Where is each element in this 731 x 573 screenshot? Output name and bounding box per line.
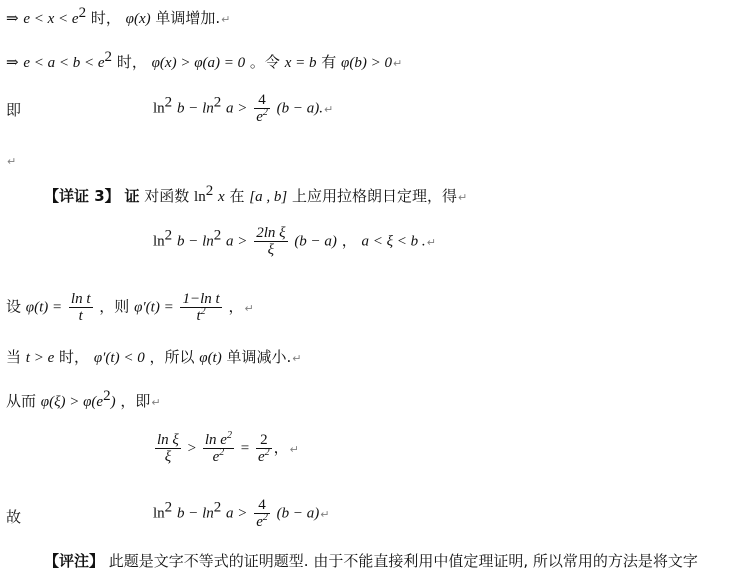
- numerator: 4: [254, 92, 270, 109]
- section-label: 【详证 3】: [44, 187, 120, 205]
- den-base: e: [256, 109, 263, 125]
- den-sup: 2: [219, 447, 225, 458]
- return-mark: ↵: [289, 442, 299, 456]
- text: 有: [321, 53, 337, 71]
- label-ji: 即: [6, 101, 22, 119]
- inequality: φ(x) > φ(a) = 0: [151, 55, 246, 71]
- rhs: (b − a): [276, 505, 320, 522]
- return-mark: ↵: [392, 57, 403, 70]
- text: 时，: [59, 348, 90, 366]
- variable: x: [218, 189, 225, 205]
- return-mark: ↵: [324, 102, 334, 116]
- line-11-equation: [153, 497, 329, 530]
- den-base: e: [256, 514, 263, 530]
- line-6-equation: [153, 225, 436, 258]
- inequality: ): [110, 394, 116, 410]
- numerator: 1−ln t: [182, 291, 220, 307]
- return-mark: ↵: [426, 235, 436, 249]
- superscript: 2: [213, 499, 222, 516]
- condition: t > e: [25, 350, 55, 366]
- line-3-equation: [153, 92, 333, 125]
- ln: ln: [153, 505, 165, 522]
- superscript: 2: [164, 499, 173, 516]
- text: 设: [6, 297, 22, 316]
- phi-def: φ(t) =: [25, 299, 63, 316]
- return-mark: ↵: [7, 155, 17, 168]
- lhs: a >: [226, 505, 248, 522]
- den-sup: 2: [200, 306, 206, 317]
- line-7: [6, 291, 254, 324]
- lhs: a >: [226, 233, 248, 250]
- fraction: [254, 225, 287, 258]
- phi-t: φ(t): [199, 350, 222, 366]
- text: ，所以: [149, 348, 195, 366]
- comment-text: 此题是文字不等式的证明题型. 由于不能直接利用中值定理证明, 所以常用的方法是将文字: [108, 552, 698, 570]
- derivative: φ′(t) < 0: [93, 350, 145, 366]
- label-gu: 故: [6, 508, 22, 526]
- denominator: ξ: [164, 449, 172, 465]
- inequality: φ(ξ) > φ(e: [40, 394, 104, 410]
- text: 单调减小.: [226, 348, 292, 366]
- rhs: (b − a): [294, 233, 337, 250]
- greater-than: >: [187, 440, 197, 457]
- comment-label: 【评注】: [44, 552, 105, 570]
- line-11-label: [6, 507, 21, 527]
- text: ，: [273, 438, 289, 457]
- superscript: 2: [213, 94, 222, 111]
- text: 时，: [116, 53, 147, 71]
- return-mark: ↵: [244, 301, 254, 315]
- text: 上应用拉格朗日定理，得: [291, 187, 457, 205]
- denominator: ξ: [267, 242, 275, 258]
- lhs: b − ln: [176, 505, 214, 522]
- denominator: t: [78, 308, 83, 324]
- return-mark: ↵: [457, 191, 468, 204]
- separator: ，: [341, 231, 357, 250]
- ln: ln: [153, 100, 165, 117]
- fraction: [69, 291, 93, 324]
- superscript: 2: [213, 227, 222, 244]
- line-2: [6, 49, 403, 74]
- return-mark: ↵: [221, 13, 231, 26]
- lhs: b − ln: [176, 233, 214, 250]
- text: ，即: [120, 392, 151, 410]
- numerator: 2ln ξ: [256, 225, 286, 241]
- den-base: e: [212, 449, 220, 465]
- den-base: e: [257, 449, 265, 465]
- equals: =: [240, 440, 250, 457]
- num-sup: 2: [226, 430, 232, 441]
- interval: [a , b]: [249, 189, 288, 205]
- text: 。令: [249, 53, 280, 71]
- line-10-equation: [153, 432, 299, 465]
- implies-symbol: ⇒: [6, 11, 19, 27]
- fraction: [256, 432, 272, 465]
- return-mark: ↵: [320, 507, 330, 521]
- numerator: 2: [256, 432, 272, 449]
- proof-label: 证: [124, 187, 140, 205]
- fraction: [203, 432, 234, 465]
- line-3-label: [6, 100, 21, 120]
- text: 从而: [6, 392, 37, 410]
- return-mark: ↵: [292, 352, 302, 365]
- text: ，则: [99, 297, 130, 316]
- superscript: 2: [164, 227, 173, 244]
- text: 对函数: [144, 187, 190, 205]
- numerator: 4: [254, 497, 270, 514]
- line-1: [6, 5, 231, 30]
- text: 在: [229, 187, 245, 205]
- line-8: [6, 347, 302, 369]
- denominator: [203, 449, 234, 465]
- den-sup: 2: [262, 512, 268, 523]
- fraction: [254, 92, 270, 125]
- superscript: 2: [78, 5, 87, 21]
- superscript: 2: [103, 388, 111, 404]
- text: 当: [6, 348, 22, 366]
- superscript: 2: [205, 183, 214, 199]
- lhs: a >: [226, 100, 248, 117]
- superscript: 2: [104, 49, 113, 65]
- condition: a < ξ < b .: [361, 233, 426, 250]
- line-4-empty: [6, 150, 16, 172]
- line-12: [44, 551, 698, 571]
- lhs: b − ln: [176, 100, 214, 117]
- return-mark: ↵: [151, 396, 161, 409]
- rhs: (b − a).: [276, 100, 324, 117]
- text: ，: [228, 297, 244, 316]
- den-base: t: [196, 308, 201, 324]
- numerator: ln ξ: [157, 432, 179, 448]
- text: 时，: [90, 9, 121, 27]
- result: φ(b) > 0: [341, 55, 392, 71]
- ln: ln: [153, 233, 165, 250]
- line-9: [6, 388, 161, 413]
- denominator: [254, 109, 270, 125]
- den-sup: 2: [262, 107, 268, 118]
- superscript: 2: [164, 94, 173, 111]
- num-base: ln e: [204, 432, 227, 448]
- substitution: x = b: [284, 55, 317, 71]
- fraction: [180, 291, 221, 324]
- numerator: ln t: [70, 291, 91, 307]
- line-5: [44, 183, 468, 208]
- denominator: [180, 308, 221, 324]
- condition: e < x < e: [23, 11, 79, 27]
- phi-derivative: φ′(t) =: [134, 299, 174, 316]
- text: 单调增加.: [155, 9, 221, 27]
- den-sup: 2: [264, 447, 270, 458]
- fraction: [155, 432, 181, 465]
- denominator: [256, 449, 272, 465]
- denominator: [254, 514, 270, 530]
- ln: ln: [194, 189, 206, 205]
- condition: e < a < b < e: [23, 55, 105, 71]
- implies-symbol: ⇒: [6, 55, 19, 71]
- fraction: [254, 497, 270, 530]
- phi-x: φ(x): [125, 11, 151, 27]
